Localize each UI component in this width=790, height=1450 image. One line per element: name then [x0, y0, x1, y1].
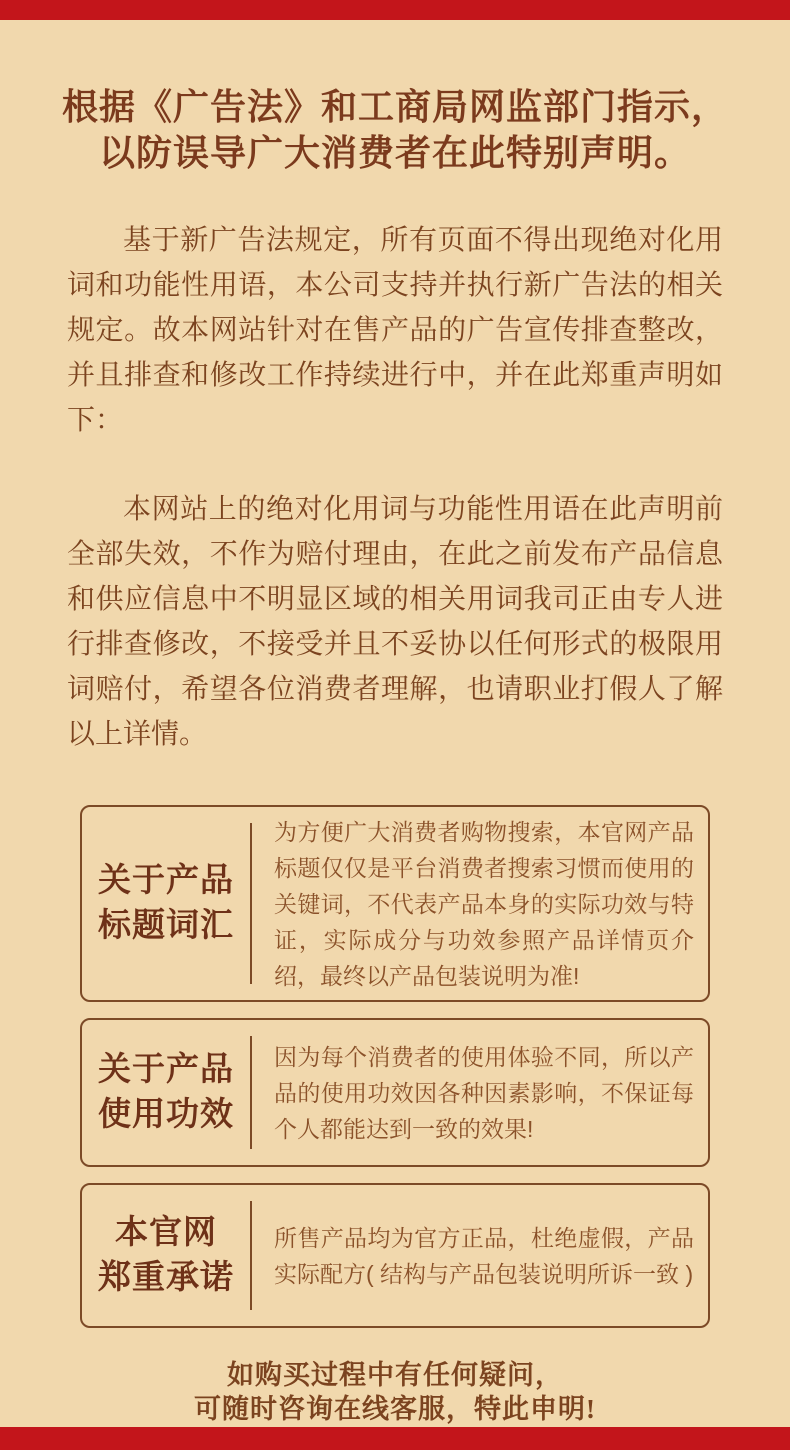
notice-box-body: [252, 807, 708, 1000]
notice-box-body: [252, 1185, 708, 1326]
notice-box-product-effect: [80, 1018, 710, 1167]
page-title-line-2: 以防误导广大消费者在此特别声明。: [98, 133, 691, 173]
notice-box-label-line-1: 关于产品: [98, 862, 234, 899]
page-title: [0, 84, 790, 176]
bottom-red-bar: [0, 1427, 790, 1450]
footer-note: [0, 1358, 790, 1426]
statement-paragraph-1: 基于新广告法规定，所有页面不得出现绝对化用词和功能性用语，本公司支持并执行新广告法的相关规定。故本网站针对在售产品的广告宣传排查整改，并且排查和修改工作持续进行中，并在此郑重声明如下：: [67, 225, 723, 436]
notice-box-product-title: [80, 805, 710, 1002]
notice-box-label-line-1: 关于产品: [98, 1051, 234, 1088]
page-title-line-1: 根据《广告法》和工商局网监部门指示，: [61, 87, 728, 127]
notice-box-label-line-1: 本官网: [115, 1214, 217, 1251]
notice-box-body-text: 为方便广大消费者购物搜索，本官网产品标题仅仅是平台消费者搜索习惯而使用的关键词，不代表产品本身的实际功效与特证，实际成分与功效参照产品详情页介绍，最终以产品包装说明为准!: [274, 818, 694, 989]
notice-box-label: [82, 1020, 250, 1165]
notice-box-body: [252, 1020, 708, 1165]
notice-box-label-line-2: 使用功效: [98, 1096, 234, 1133]
notice-box-list: [80, 805, 710, 1328]
footer-note-line-2: 可随时咨询在线客服，特此申明!: [194, 1394, 596, 1424]
notice-box-label-line-2: 标题词汇: [98, 907, 234, 944]
statement-paragraph-2: 本网站上的绝对化用词与功能性用语在此声明前全部失效，不作为赔付理由，在此之前发布产品信息和供应信息中不明显区域的相关用词我司正由专人进行排查修改，不接受并且不妥协以任何形式的极限用词赔付，希望各位消费者理解，也请职业打假人了解以上详情。: [67, 494, 723, 750]
top-red-bar: [0, 0, 790, 20]
notice-box-label-line-2: 郑重承诺: [98, 1259, 234, 1296]
footer-note-line-1: 如购买过程中有任何疑问，: [227, 1360, 563, 1390]
notice-box-body-text: 因为每个消费者的使用体验不同，所以产品的使用功效因各种因素影响，不保证每个人都能达到一致的效果!: [274, 1043, 694, 1142]
notice-box-official-promise: [80, 1183, 710, 1328]
notice-box-body-text: 所售产品均为官方正品，杜绝虚假，产品实际配方( 结构与产品包装说明所诉一致 ): [274, 1224, 694, 1287]
notice-box-label: [82, 807, 250, 1000]
notice-box-label: [82, 1185, 250, 1326]
